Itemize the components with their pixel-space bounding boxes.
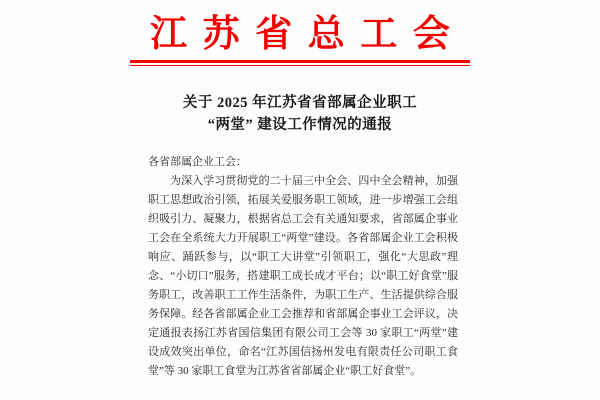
- letterhead-double-rule: [130, 60, 470, 66]
- document-body: [148, 153, 458, 381]
- body-paragraph: 为深入学习贯彻党的二十届三中全会、四中全会精神，加强职工思想政治引领，拓展关爱服务职工领域，进一步增强工会组织吸引力、凝聚力，根据省总工会有关通知要求，省部属企事业工会在全系统大力开展职工“两堂”建设。各省部属企业工会积极响应、踊跃参与，以“职工大讲堂”引领职工，强化“大思政”理念、“小切口”服务，搭建职工成长成才平台；以“职工好食堂”服务职工，改善职工工作生活条件，为职工生产、生活提供综合服务保障。经各省部属企业工会推荐和省部属企事业工会评议，决定通报表扬江苏省国信集团有限公司工会等 30 家职工“两堂”建设成效突出单位，命名“江苏国信扬州发电有限责任公司职工食堂”等 30 家职工食堂为江苏省省部属企业“职工好食堂”。: [148, 174, 458, 377]
- letterhead-title: 江苏省总工会: [150, 14, 466, 55]
- salutation: 各省部属企业工会：: [148, 155, 247, 168]
- document-title-line2: “两堂” 建设工作情况的通报: [207, 116, 393, 133]
- document-title: [0, 92, 600, 136]
- document-title-line1: 关于 2025 年江苏省省部属企业职工: [182, 94, 418, 111]
